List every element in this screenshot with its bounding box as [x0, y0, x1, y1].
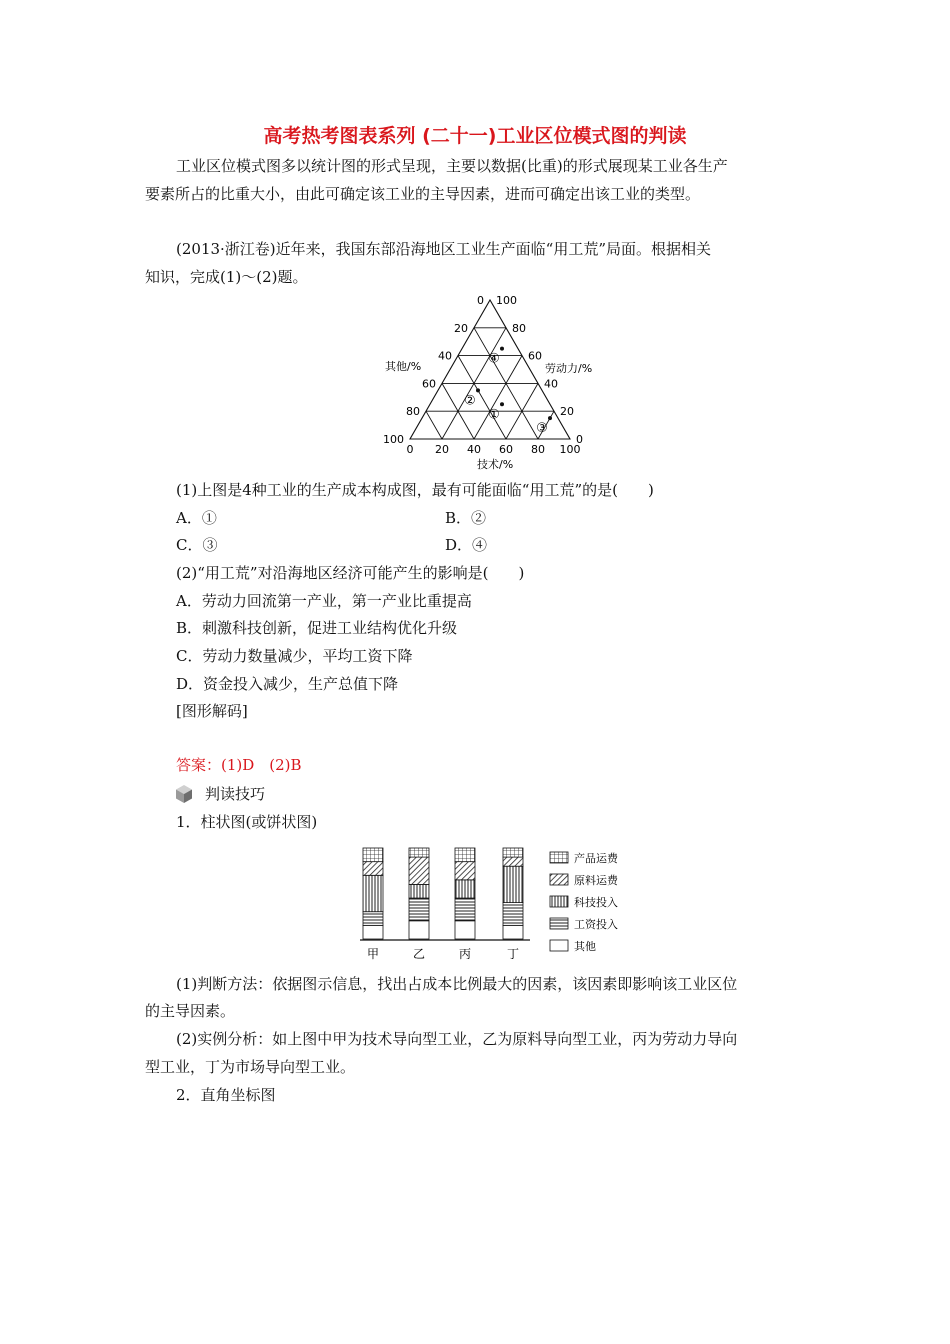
bar-segment	[455, 862, 475, 880]
legend-swatch	[550, 896, 568, 907]
bar-group	[363, 848, 523, 939]
ternary-chart	[370, 290, 610, 475]
tick-label-technology: 40	[467, 443, 481, 456]
question-line-2: 知识，完成(1)～(2)题。	[145, 268, 308, 286]
q1-option-d: D．④	[445, 536, 488, 554]
bar-segment	[455, 880, 475, 898]
category-label: 乙	[412, 947, 426, 961]
legend-label: 科技投入	[574, 896, 618, 909]
q1-option-b: B．②	[445, 509, 487, 527]
bar-segment	[503, 866, 523, 902]
legend-swatch	[550, 918, 568, 929]
bar-segment	[363, 875, 383, 911]
bar-segment	[363, 862, 383, 876]
example-line-2: 型工业，丁为市场导向型工业。	[145, 1058, 356, 1076]
bar-categories	[367, 947, 519, 961]
grid-line-technology	[474, 356, 522, 439]
stacked-bar-chart	[350, 838, 640, 968]
method-line-2: 的主导因素。	[145, 1002, 236, 1020]
bar-segment	[503, 848, 523, 857]
bar-segment	[503, 925, 523, 939]
tick-label-other: 40	[438, 349, 452, 363]
legend-label: 工资投入	[574, 918, 618, 931]
ternary-ticks	[383, 294, 583, 456]
bar-segment	[363, 848, 383, 862]
q1-option-a: A．①	[176, 509, 217, 527]
ternary-point-label: ③	[536, 421, 548, 437]
example-line-1: (2)实例分析：如上图中甲为技术导向型工业，乙为原料导向型工业，丙为劳动力导向	[176, 1030, 738, 1048]
tick-label-other: 100	[383, 433, 404, 446]
ternary-point	[500, 402, 504, 406]
legend-label: 原料运费	[574, 874, 618, 887]
method-line-1: (1)判断方法：依据图示信息，找出占成本比例最大的因素，该因素即影响该工业区位	[176, 975, 738, 993]
bar-segment	[409, 857, 429, 884]
skills-heading: 判读技巧	[205, 785, 266, 803]
legend-label: 其他	[574, 940, 596, 953]
q2-stem: (2)“用工荒”对沿海地区经济可能产生的影响是( )	[176, 564, 525, 582]
q1-option-c: C．③	[176, 536, 218, 554]
bar-segment	[363, 925, 383, 939]
tick-label-labor: 40	[544, 377, 558, 391]
category-label: 丁	[506, 947, 520, 961]
answer-label: 答案：	[176, 756, 222, 774]
bar-segment	[455, 898, 475, 921]
tick-label-technology: 80	[531, 443, 545, 456]
bar-segment	[455, 921, 475, 939]
bar-segment	[503, 903, 523, 926]
intro-line-2: 要素所占的比重大小，由此可确定该工业的主导因素，进而可确定出该工业的类型。	[145, 185, 701, 203]
bar-segment	[503, 857, 523, 866]
tick-label-labor: 0	[576, 433, 583, 446]
tick-label-technology: 60	[499, 443, 513, 456]
tick-label-technology: 0	[406, 443, 414, 456]
tick-label-technology: 100	[559, 443, 581, 456]
ternary-point-label: ②	[464, 393, 476, 409]
grid-line-other	[426, 411, 442, 439]
axis-label-other: 其他/%	[385, 360, 422, 373]
answer-value: (1)D (2)B	[221, 756, 302, 774]
q1-stem: (1)上图是4种工业的生产成本构成图，最有可能面临“用工荒”的是( )	[176, 481, 654, 499]
tick-label-other: 0	[477, 294, 484, 307]
decode-label: [图形解码]	[176, 702, 248, 720]
question-line-1: (2013·浙江卷)近年来，我国东部沿海地区工业生产面临“用工荒”局面。根据相关	[176, 240, 711, 258]
ternary-point-label: ①	[488, 407, 500, 423]
ternary-point	[500, 347, 504, 351]
tick-label-labor: 20	[560, 405, 574, 419]
tick-label-other: 80	[406, 405, 420, 419]
answer-line	[176, 751, 302, 779]
category-label: 甲	[366, 947, 380, 961]
tick-label-other: 20	[454, 321, 468, 335]
legend-swatch	[550, 874, 568, 885]
q2-option-c: C．劳动力数量减少，平均工资下降	[176, 647, 413, 665]
legend-swatch	[550, 940, 568, 951]
axis-label-labor: 劳动力/%	[545, 362, 593, 375]
q2-option-b: B．刺激科技创新，促进工业结构优化升级	[176, 619, 458, 637]
q2-option-a: A．劳动力回流第一产业，第一产业比重提高	[176, 592, 472, 610]
page-title: 高考热考图表系列 (二十一)工业区位模式图的判读	[263, 125, 687, 147]
ternary-point	[476, 388, 480, 392]
legend-swatch	[550, 852, 568, 863]
tick-label-labor: 80	[512, 321, 526, 335]
item1-heading: 1．柱状图(或饼状图)	[176, 813, 318, 831]
bar-segment	[409, 848, 429, 857]
bar-segment	[409, 884, 429, 898]
axis-label-technology: 技术/%	[477, 458, 514, 471]
tick-label-technology: 20	[435, 443, 449, 456]
tick-label-other: 60	[422, 377, 436, 391]
legend-label: 产品运费	[574, 852, 618, 865]
tick-label-labor: 60	[528, 349, 542, 363]
category-label: 丙	[458, 947, 472, 961]
ternary-point	[548, 416, 552, 420]
bar-segment	[409, 921, 429, 939]
bar-segment	[455, 848, 475, 862]
cube-icon	[174, 784, 194, 804]
bar-segment	[409, 898, 429, 921]
bar-segment	[363, 912, 383, 926]
intro-line-1: 工业区位模式图多以统计图的形式呈现，主要以数据(比重)的形式展现某工业各生产	[176, 157, 728, 175]
item2-heading: 2．直角坐标图	[176, 1086, 276, 1104]
bar-legend	[550, 851, 619, 953]
tick-label-labor: 100	[496, 294, 517, 307]
ternary-point-label: ④	[488, 351, 500, 367]
q2-option-d: D．资金投入减少，生产总值下降	[176, 675, 399, 693]
